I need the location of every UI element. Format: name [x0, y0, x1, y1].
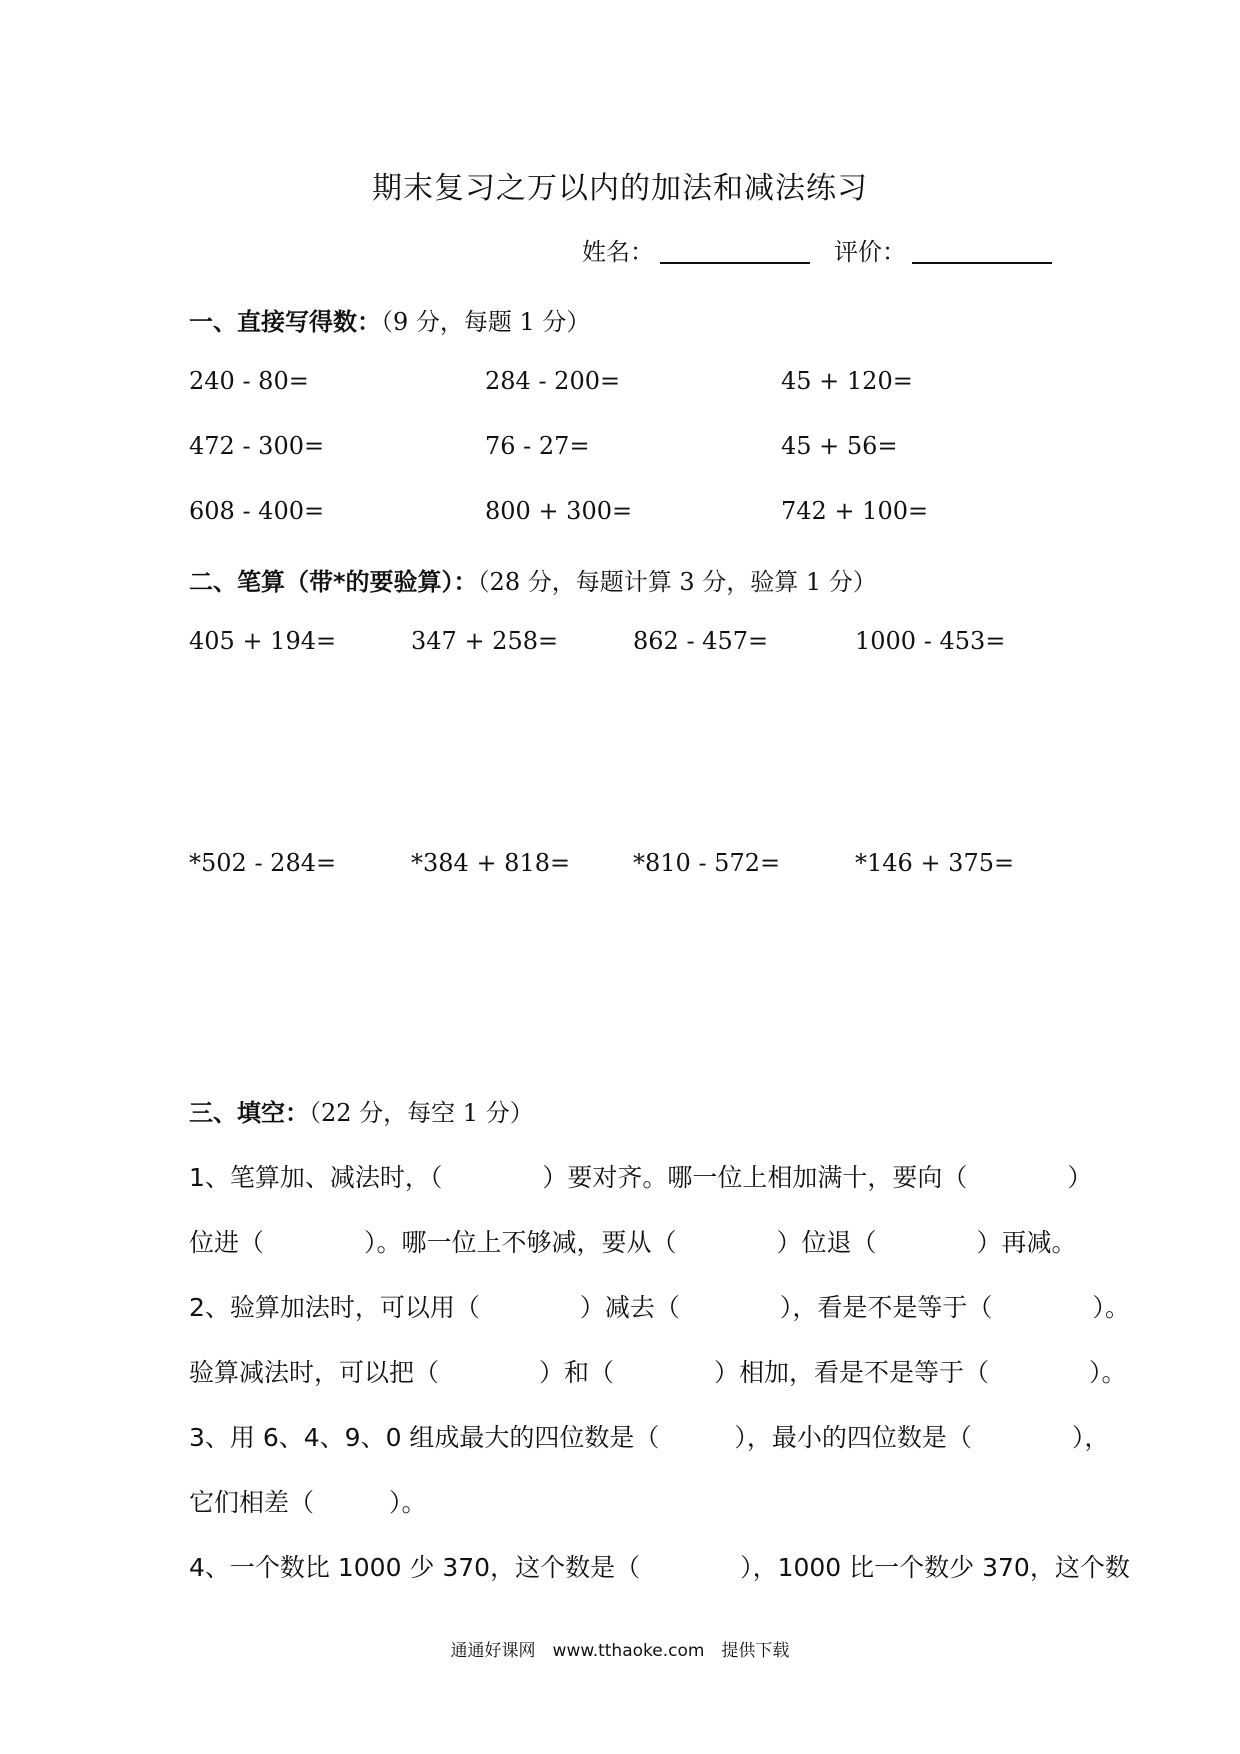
section3-heading-line: [189, 1093, 534, 1128]
fill-line: 4、一个数比 1000 少 370，这个数是（ ），1000 比一个数少 370，这个数: [189, 1553, 1130, 1582]
oral-item: 45 + 56=: [781, 432, 898, 460]
fill-line: 验算减法时，可以把（ ）和（ ）相加，看是不是等于（ ）。: [189, 1358, 1127, 1387]
written-calc-item: 347 + 258=: [411, 627, 559, 655]
oral-item: 608 - 400=: [189, 497, 325, 525]
written-calc-check-item: *810 - 572=: [633, 849, 781, 877]
fill-line: 位进（ ）。哪一位上不够减，要从（ ）位退（ ）再减。: [189, 1228, 1077, 1257]
written-calc-item: 862 - 457=: [633, 627, 769, 655]
section1-heading: 一、直接写得数：: [189, 308, 381, 336]
oral-item: 742 + 100=: [781, 497, 929, 525]
score-blank-line: [912, 262, 1052, 264]
name-blank-line: [660, 262, 810, 264]
written-calc-check-item: *502 - 284=: [189, 849, 337, 877]
section3-note: （22 分，每空 1 分）: [309, 1099, 534, 1127]
footer-credit: 通通好课网 www.tthaoke.com 提供下载: [450, 1641, 790, 1661]
written-calc-item: 1000 - 453=: [855, 627, 1006, 655]
section3-heading: 三、填空：: [189, 1099, 309, 1127]
oral-item: 76 - 27=: [485, 432, 590, 460]
fill-line: 它们相差（ ）。: [189, 1488, 427, 1517]
oral-item: 284 - 200=: [485, 367, 621, 395]
fill-line: 1、笔算加、减法时，（ ）要对齐。哪一位上相加满十，要向（ ）: [189, 1163, 1093, 1192]
oral-item: 800 + 300=: [485, 497, 633, 525]
page-title: 期末复习之万以内的加法和减法练习: [372, 171, 868, 206]
written-calc-item: 405 + 194=: [189, 627, 337, 655]
oral-item: 240 - 80=: [189, 367, 309, 395]
oral-item: 45 + 120=: [781, 367, 913, 395]
section2-note: （28 分，每题计算 3 分，验算 1 分）: [477, 568, 877, 596]
section1-heading-line: [189, 302, 590, 337]
section2-heading: 二、笔算（带*的要验算）：: [189, 568, 478, 596]
section1-note: （9 分，每题 1 分）: [381, 308, 591, 336]
oral-item: 472 - 300=: [189, 432, 325, 460]
name-label: 姓名：: [582, 238, 654, 266]
section2-heading-line: [189, 562, 877, 597]
score-label: 评价：: [834, 238, 906, 266]
written-calc-check-item: *384 + 818=: [411, 849, 571, 877]
written-calc-check-item: *146 + 375=: [855, 849, 1015, 877]
fill-line: 2、验算加法时，可以用（ ）减去（ ），看是不是等于（ ）。: [189, 1293, 1130, 1322]
fill-line: 3、用 6、4、9、0 组成最大的四位数是（ ），最小的四位数是（ ），: [189, 1423, 1110, 1452]
